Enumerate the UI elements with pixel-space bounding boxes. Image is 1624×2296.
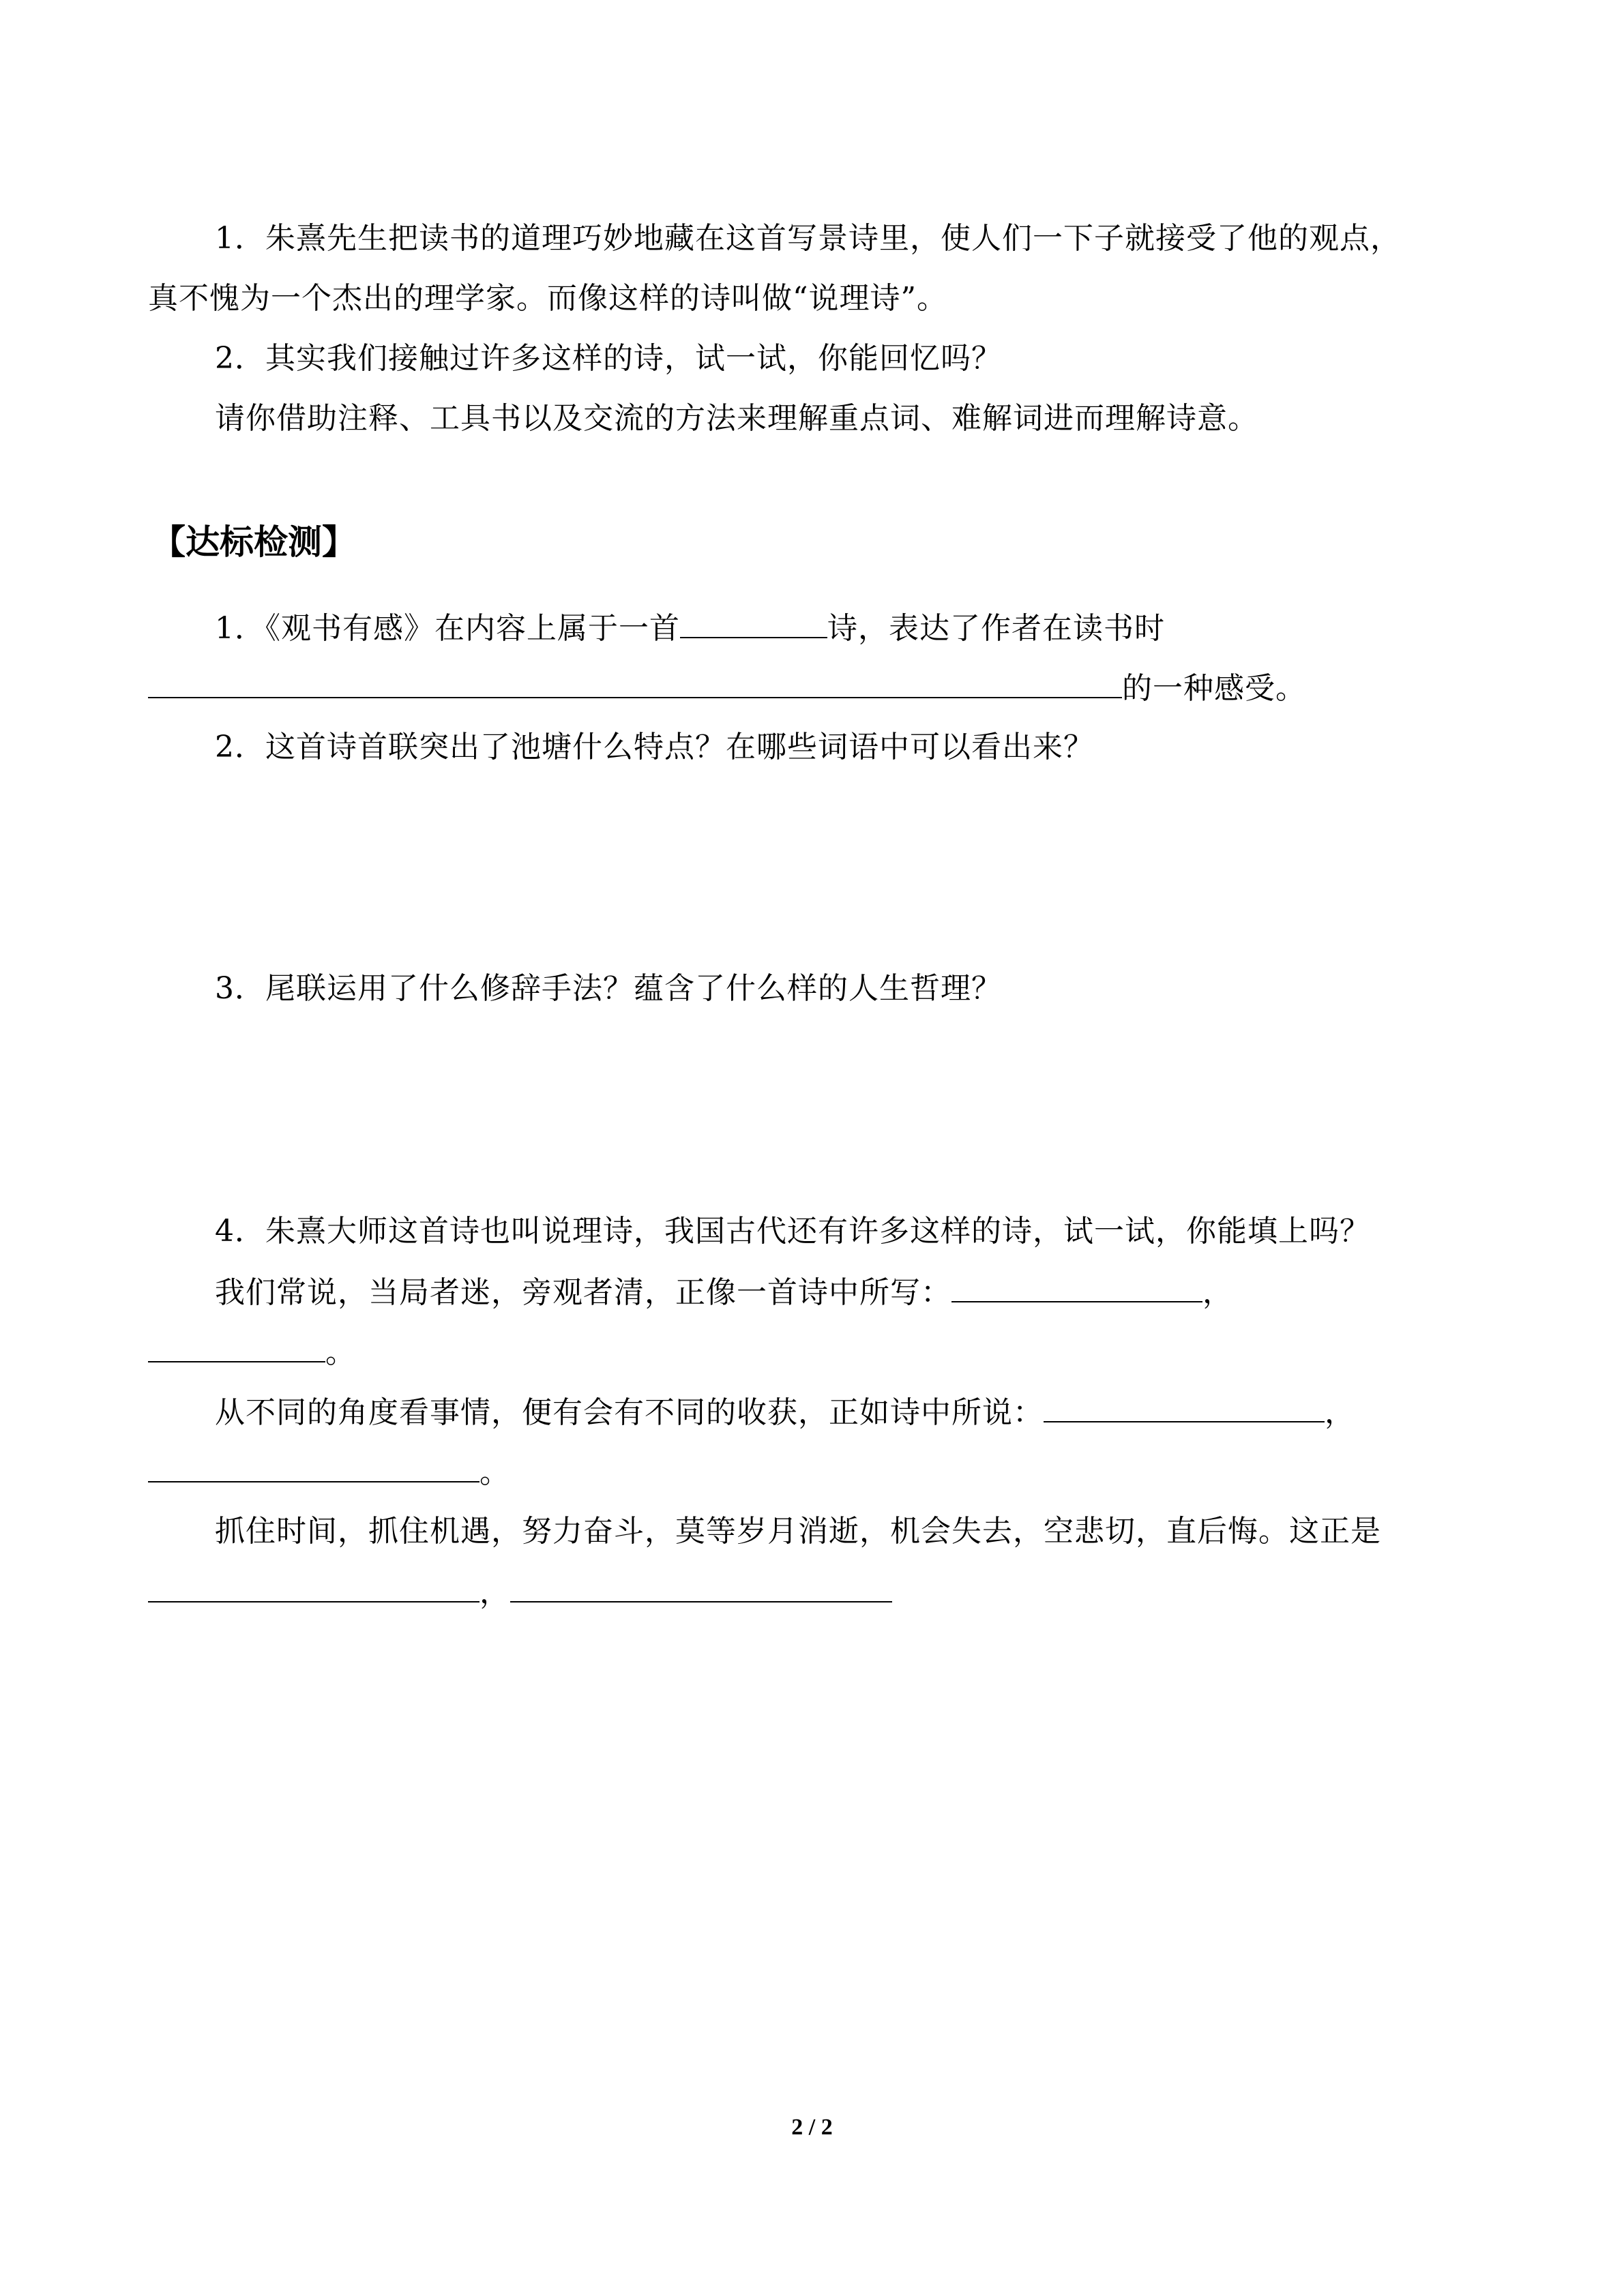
section-heading: 【达标检测】 <box>151 522 356 562</box>
question-4a-text: 我们常说，当局者迷，旁观者清，正像一首诗中所写： <box>215 1275 951 1310</box>
question-4a-comma: ， <box>1202 1275 1233 1310</box>
page-number: 2 / 2 <box>791 2115 833 2140</box>
question-4a-line-1 <box>215 1271 1233 1313</box>
answer-blank-poem-type[interactable] <box>680 607 827 638</box>
question-1-line-1 <box>215 607 1165 649</box>
intro-paragraph-2: 2．其实我们接触过许多这样的诗，试一试，你能回忆吗？ <box>215 341 1002 376</box>
question-2: 2．这首诗首联突出了池塘什么特点？在哪些词语中可以看出来？ <box>215 730 1094 764</box>
question-4b-comma: ， <box>1325 1395 1355 1430</box>
answer-blank-4c-1[interactable] <box>148 1571 479 1602</box>
question-4b-line-2 <box>148 1451 510 1493</box>
question-1-text-a: 1．《观书有感》在内容上属于一首 <box>215 611 680 646</box>
question-4c-line-2 <box>148 1571 892 1613</box>
question-4: 4．朱熹大师这首诗也叫说理诗，我国古代还有许多这样的诗，试一试，你能填上吗？ <box>215 1214 1370 1249</box>
question-4b-line-1 <box>215 1391 1355 1433</box>
question-4c-comma: ， <box>479 1575 510 1610</box>
question-4a-period: 。 <box>325 1335 356 1370</box>
question-1-text-c: 的一种感受。 <box>1122 671 1306 706</box>
question-1-text-b: 诗，表达了作者在读书时 <box>827 611 1165 646</box>
question-3: 3．尾联运用了什么修辞手法？蕴含了什么样的人生哲理？ <box>215 971 1002 1006</box>
question-4c-line-1: 抓住时间，抓住机遇，努力奋斗，莫等岁月消逝，机会失去，空悲切，直后悔。这正是 <box>215 1514 1381 1549</box>
question-4b-text: 从不同的角度看事情，便有会有不同的收获，正如诗中所说： <box>215 1395 1044 1430</box>
question-1-line-2 <box>148 667 1306 709</box>
answer-blank-4a-1[interactable] <box>951 1271 1202 1302</box>
answer-blank-4c-2[interactable] <box>510 1571 892 1602</box>
answer-blank-feeling[interactable] <box>148 667 1122 698</box>
answer-blank-4b-2[interactable] <box>148 1451 479 1482</box>
question-4a-line-2 <box>148 1331 356 1373</box>
intro-paragraph-1-line-1: 1．朱熹先生把读书的道理巧妙地藏在这首写景诗里，使人们一下子就接受了他的观点， <box>215 221 1401 256</box>
intro-paragraph-1-line-2: 真不愧为一个杰出的理学家。而像这样的诗叫做“说理诗”。 <box>148 281 947 316</box>
intro-paragraph-3: 请你借助注释、工具书以及交流的方法来理解重点词、难解词进而理解诗意。 <box>215 401 1258 436</box>
answer-blank-4a-2[interactable] <box>148 1331 325 1362</box>
question-4b-period: 。 <box>479 1455 510 1490</box>
answer-blank-4b-1[interactable] <box>1044 1391 1325 1422</box>
